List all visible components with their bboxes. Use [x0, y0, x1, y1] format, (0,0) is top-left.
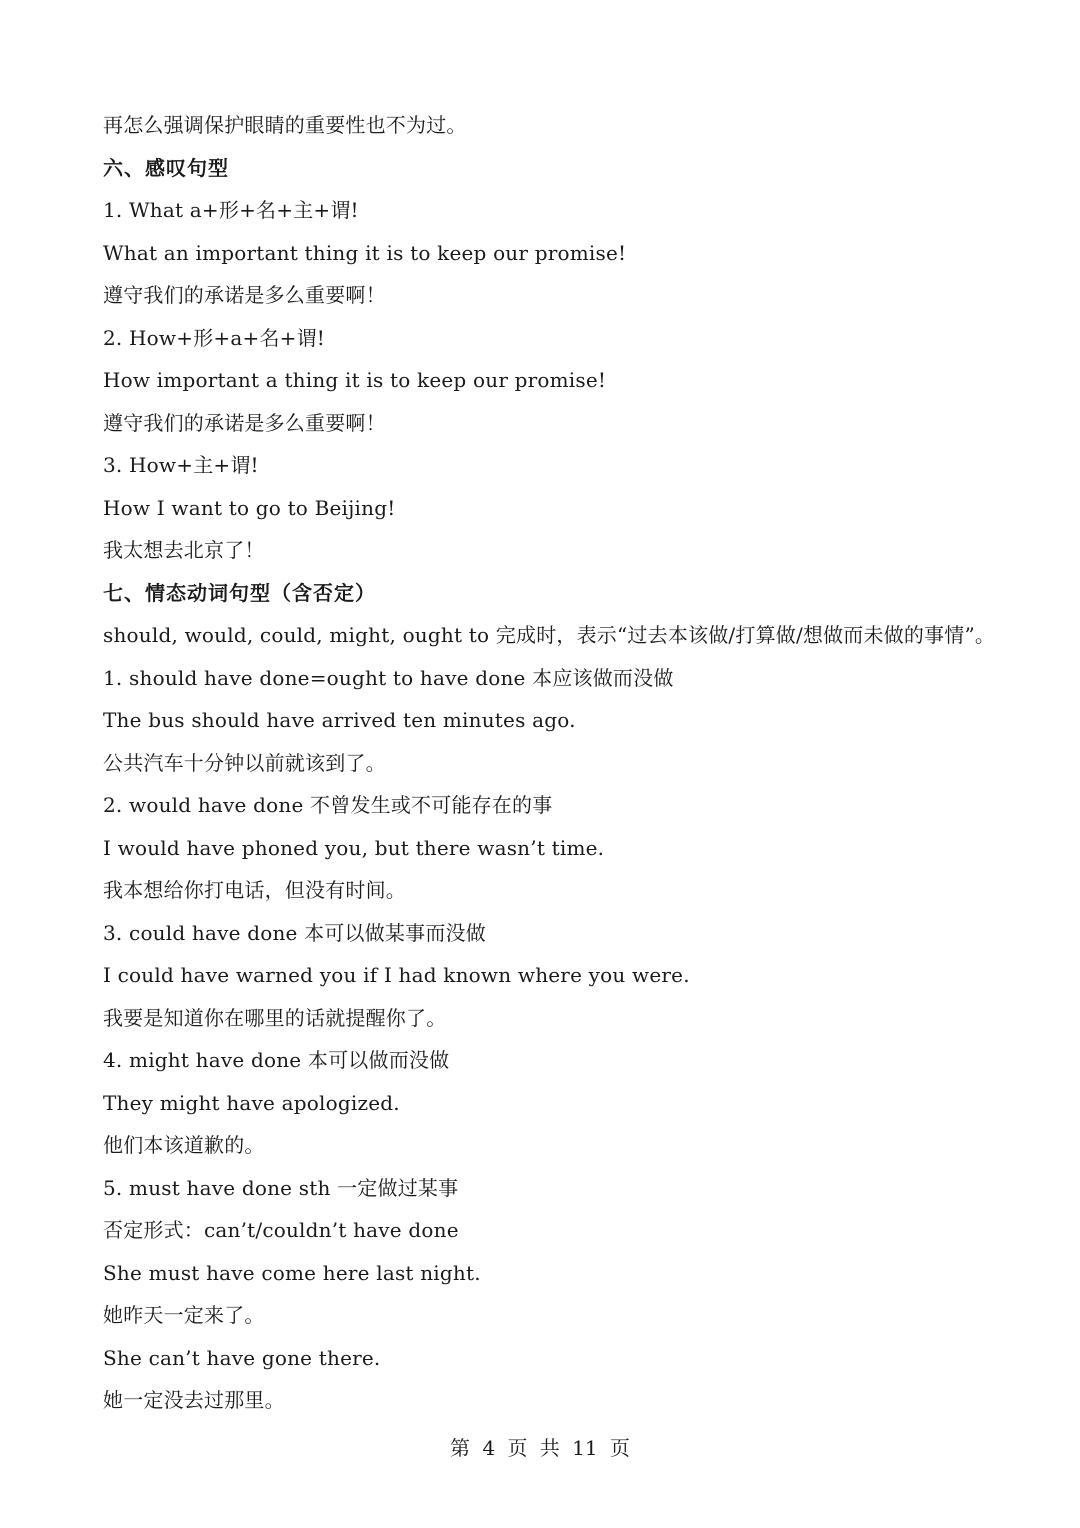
example-chinese: 遵守我们的承诺是多么重要啊！: [103, 410, 386, 435]
pattern-line: 5. must have done sth 一定做过某事: [103, 1175, 459, 1200]
example-chinese: 我本想给你打电话，但没有时间。: [103, 878, 406, 902]
example-chinese: 她昨天一定来了。: [103, 1303, 265, 1327]
pattern-line: 3. How+主+谓!: [103, 453, 259, 477]
section-intro: should, would, could, might, ought to 完成时，表示“过去本该做/打算做/想做而未做的事情”。: [103, 623, 996, 647]
pattern-line: 3. could have done 本可以做某事而没做: [103, 920, 486, 945]
example-chinese: 他们本该道歉的。: [103, 1133, 265, 1157]
example-english: How important a thing it is to keep our promise!: [103, 368, 607, 392]
negative-form-line: 否定形式：can’t/couldn’t have done: [103, 1218, 459, 1242]
example-chinese: 公共汽车十分钟以前就该到了。: [103, 750, 386, 775]
example-chinese: 我太想去北京了！: [103, 538, 265, 562]
pattern-line: 4. might have done 本可以做而没做: [103, 1048, 450, 1072]
example-chinese: 遵守我们的承诺是多么重要啊！: [103, 283, 386, 307]
pattern-line: 1. What a+形+名+主+谓!: [103, 198, 359, 222]
example-english: How I want to go to Beijing!: [103, 495, 396, 520]
section-heading-modal: 七、情态动词句型（含否定）: [103, 580, 376, 605]
page-footer: 第 4 页 共 11 页: [450, 1436, 630, 1460]
section-heading-exclamation: 六、感叹句型: [103, 155, 229, 180]
example-english: I could have warned you if I had known where you were.: [103, 963, 690, 987]
example-english: She can’t have gone there.: [103, 1345, 381, 1370]
example-chinese: 她一定没去过那里。: [103, 1388, 285, 1412]
pattern-line: 1. should have done=ought to have done 本应该做而没做: [103, 665, 674, 690]
example-english: I would have phoned you, but there wasn’t time.: [103, 835, 605, 860]
example-english: They might have apologized.: [103, 1090, 400, 1115]
example-chinese: 我要是知道你在哪里的话就提醒你了。: [103, 1005, 447, 1030]
example-english: The bus should have arrived ten minutes ago.: [103, 708, 576, 732]
document-body: [103, 104, 1003, 1422]
text-line: 再怎么强调保护眼睛的重要性也不为过。: [103, 113, 467, 137]
example-english: What an important thing it is to keep our promise!: [103, 240, 627, 265]
pattern-line: 2. How+形+a+名+谓!: [103, 325, 326, 350]
pattern-line: 2. would have done 不曾发生或不可能存在的事: [103, 793, 553, 817]
example-english: She must have come here last night.: [103, 1260, 481, 1285]
